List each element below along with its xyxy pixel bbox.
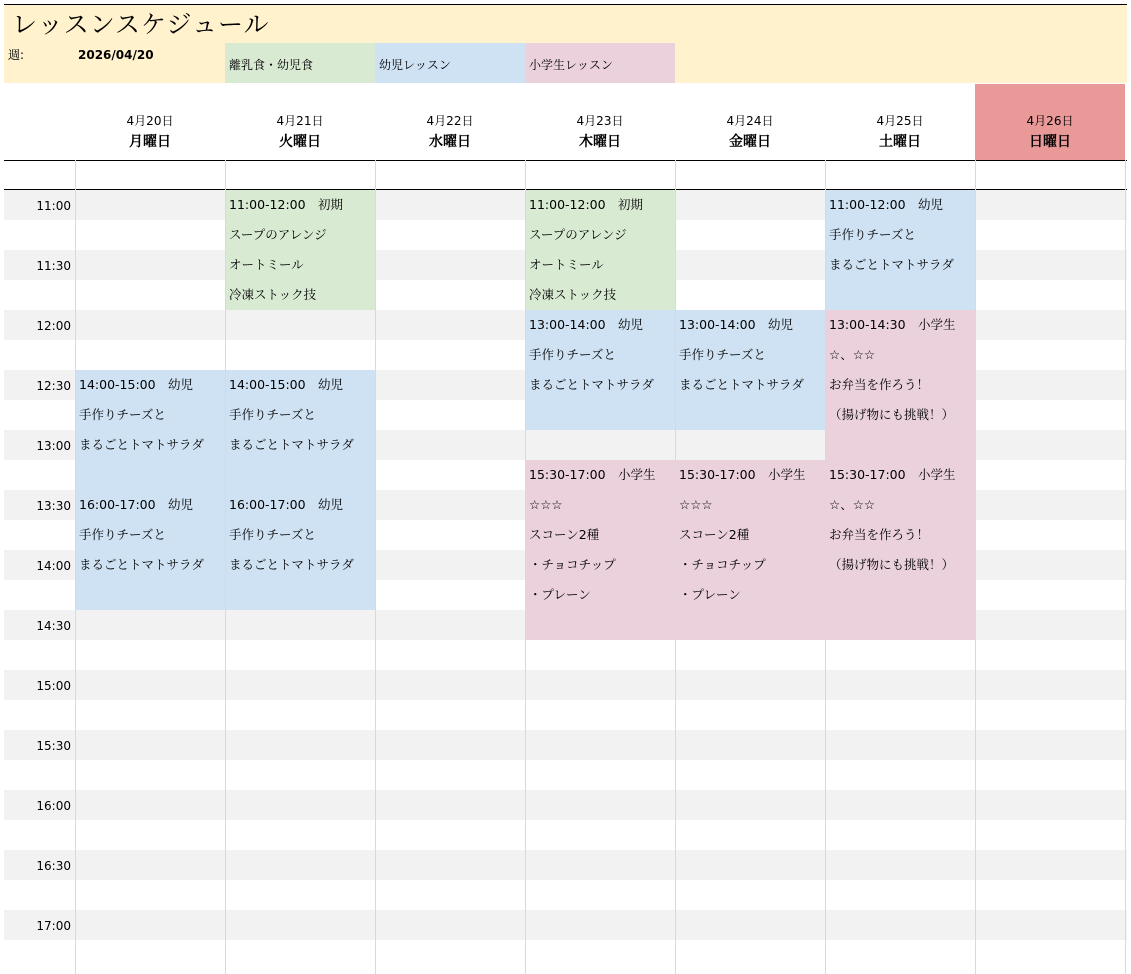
row-band	[4, 910, 1127, 940]
event-detail: 冷凍ストック技	[529, 287, 617, 302]
day-header	[675, 84, 825, 160]
event-detail: まるごとトマトサラダ	[79, 557, 204, 572]
day-name: 水曜日	[429, 134, 471, 150]
time-label: 14:00	[36, 559, 71, 573]
event-detail	[229, 460, 375, 490]
day-name: 月曜日	[129, 134, 171, 150]
event-detail: まるごとトマトサラダ	[229, 437, 354, 452]
event-detail: ☆☆☆	[529, 497, 563, 512]
day-header	[975, 84, 1125, 160]
day-header	[225, 84, 375, 160]
event-detail: まるごとトマトサラダ	[79, 437, 204, 452]
event-time: 14:00-15:00 幼児	[79, 377, 194, 392]
event-time: 13:00-14:30 小学生	[829, 317, 956, 332]
column-divider	[525, 160, 526, 974]
event-detail: まるごとトマトサラダ	[679, 377, 804, 392]
event-detail: ・チョコチップ	[529, 557, 616, 572]
event-detail: スープのアレンジ	[229, 227, 327, 242]
day-date: 4月23日	[576, 114, 624, 128]
legend-toddler-lesson: 幼児レッスン	[375, 43, 525, 83]
day-date: 4月24日	[726, 114, 774, 128]
event-detail: 手作りチーズと	[79, 527, 166, 542]
event-detail: 手作りチーズと	[529, 347, 616, 362]
event-detail: （揚げ物にも挑戦！）	[829, 407, 955, 422]
event-time: 11:00-12:00 初期	[529, 197, 644, 212]
event-detail	[229, 580, 375, 610]
column-divider	[375, 160, 376, 974]
row-band	[4, 730, 1127, 760]
event-detail	[679, 400, 825, 430]
header-bar	[4, 4, 1127, 83]
event-time: 15:30-17:00 小学生	[679, 467, 806, 482]
week-value: 2026/04/20	[78, 48, 154, 62]
time-label: 12:30	[36, 379, 71, 393]
event-time: 13:00-14:00 幼児	[679, 317, 794, 332]
event-detail: スコーン2種	[529, 527, 600, 542]
event-detail: オートミール	[229, 257, 304, 272]
lesson-event-blue[interactable]	[75, 370, 225, 490]
time-label: 16:00	[36, 799, 71, 813]
event-detail: 手作りチーズと	[829, 227, 916, 242]
event-detail: まるごとトマトサラダ	[829, 257, 954, 272]
time-label: 12:00	[36, 319, 71, 333]
event-detail: ☆、☆☆	[829, 497, 876, 512]
day-name: 日曜日	[1029, 134, 1071, 150]
row-band	[4, 670, 1127, 700]
week-label: 週:	[8, 48, 25, 62]
column-divider	[1125, 160, 1126, 974]
column-divider	[75, 160, 76, 974]
lesson-event-green[interactable]	[525, 190, 675, 310]
event-detail	[829, 610, 975, 640]
lesson-event-blue[interactable]	[675, 310, 825, 430]
event-detail: 手作りチーズと	[229, 407, 316, 422]
event-detail: ☆☆☆	[679, 497, 713, 512]
event-time: 14:00-15:00 幼児	[229, 377, 344, 392]
event-detail	[529, 610, 675, 640]
time-label: 14:30	[36, 619, 71, 633]
empty-header-row	[4, 160, 1127, 190]
day-name: 金曜日	[729, 134, 771, 150]
event-detail: お弁当を作ろう！	[829, 377, 930, 392]
day-header	[75, 84, 225, 160]
time-label: 11:30	[36, 259, 71, 273]
event-detail	[829, 280, 975, 310]
day-header	[525, 84, 675, 160]
day-header	[825, 84, 975, 160]
time-label: 13:30	[36, 499, 71, 513]
event-time: 13:00-14:00 幼児	[529, 317, 644, 332]
event-time: 11:00-12:00 幼児	[829, 197, 944, 212]
time-label: 16:30	[36, 859, 71, 873]
time-label: 15:30	[36, 739, 71, 753]
day-date: 4月21日	[276, 114, 324, 128]
time-label: 13:00	[36, 439, 71, 453]
event-detail	[829, 430, 975, 460]
day-header	[375, 84, 525, 160]
event-detail: ☆、☆☆	[829, 347, 876, 362]
lesson-event-blue[interactable]	[525, 310, 675, 430]
event-detail	[679, 610, 825, 640]
lesson-event-pink[interactable]	[525, 460, 675, 640]
lesson-event-green[interactable]	[225, 190, 375, 310]
day-name: 火曜日	[279, 134, 321, 150]
event-time: 11:00-12:00 初期	[229, 197, 344, 212]
row-band	[4, 790, 1127, 820]
day-date: 4月22日	[426, 114, 474, 128]
lesson-event-pink[interactable]	[675, 460, 825, 640]
event-detail: 冷凍ストック技	[229, 287, 317, 302]
event-time: 15:30-17:00 小学生	[529, 467, 656, 482]
page-title: レッスンスケジュール	[12, 10, 270, 39]
lesson-event-pink[interactable]	[825, 460, 975, 640]
lesson-event-blue[interactable]	[225, 370, 375, 490]
event-detail: ・プレーン	[529, 587, 591, 602]
event-detail: （揚げ物にも挑戦！）	[829, 557, 955, 572]
event-detail: まるごとトマトサラダ	[529, 377, 654, 392]
day-name: 木曜日	[579, 134, 621, 150]
event-detail: スコーン2種	[679, 527, 750, 542]
legend-elementary-lesson: 小学生レッスン	[525, 43, 675, 83]
time-label: 17:00	[36, 919, 71, 933]
event-detail: お弁当を作ろう！	[829, 527, 930, 542]
event-detail	[79, 580, 225, 610]
lesson-event-blue[interactable]	[825, 190, 975, 310]
event-detail: 手作りチーズと	[229, 527, 316, 542]
day-date: 4月25日	[876, 114, 924, 128]
day-date: 4月26日	[1026, 114, 1074, 128]
day-date: 4月20日	[126, 114, 174, 128]
column-divider	[825, 160, 826, 974]
lesson-event-blue[interactable]	[225, 490, 375, 610]
event-detail: ・プレーン	[679, 587, 741, 602]
event-detail: スープのアレンジ	[529, 227, 627, 242]
row-band	[4, 850, 1127, 880]
time-label: 15:00	[36, 679, 71, 693]
event-detail: 手作りチーズと	[79, 407, 166, 422]
schedule-grid	[4, 84, 1127, 974]
event-detail: 手作りチーズと	[679, 347, 766, 362]
event-detail: ・チョコチップ	[679, 557, 766, 572]
event-time: 15:30-17:00 小学生	[829, 467, 956, 482]
lesson-event-blue[interactable]	[75, 490, 225, 610]
event-detail: オートミール	[529, 257, 604, 272]
event-detail	[79, 460, 225, 490]
event-detail	[829, 580, 975, 610]
column-divider	[225, 160, 226, 974]
column-divider	[675, 160, 676, 974]
day-name: 土曜日	[879, 134, 921, 150]
event-detail: まるごとトマトサラダ	[229, 557, 354, 572]
column-divider	[975, 160, 976, 974]
event-time: 16:00-17:00 幼児	[229, 497, 344, 512]
event-detail	[529, 400, 675, 430]
time-label: 11:00	[36, 199, 71, 213]
event-time: 16:00-17:00 幼児	[79, 497, 194, 512]
legend-weaning-food: 離乳食・幼児食	[225, 43, 375, 83]
